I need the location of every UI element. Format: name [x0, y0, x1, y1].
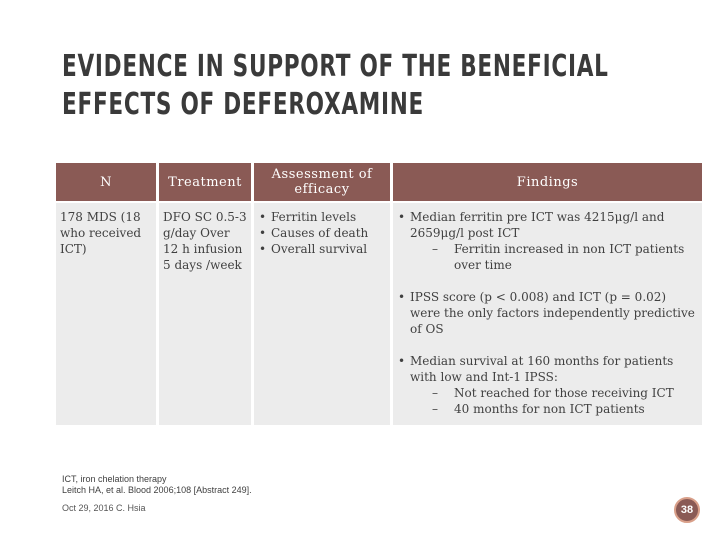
evidence-table [53, 163, 705, 425]
slide-title [62, 48, 609, 124]
assessment-list [258, 209, 386, 257]
list-item [397, 289, 698, 337]
finding-text: Median survival at 160 months for patients with low and Int-1 IPSS: [410, 354, 674, 384]
finding-text: IPSS score (p < 0.008) and ICT (p = 0.02) were the only factors independently predictive of OS [410, 290, 695, 336]
header-assessment: Assessment of efficacy [254, 163, 390, 203]
sub-list-item: – Not reached for those receiving ICT [410, 385, 698, 401]
slide-title-line-2: EFFECTS OF DEFEROXAMINE [62, 87, 425, 122]
cell-n: 178 MDS (18 who received ICT) [56, 203, 156, 425]
header-treatment: Treatment [159, 163, 251, 203]
list-item [397, 353, 698, 417]
sub-list [410, 385, 698, 417]
cell-treatment: DFO SC 0.5-3 g/day Over 12 h infusion 5 days /week [159, 203, 251, 425]
sub-list-item: – 40 months for non ICT patients [410, 401, 698, 417]
list-item: • Overall survival [258, 241, 386, 257]
list-item: • Causes of death [258, 225, 386, 241]
slide-title-line-1: EVIDENCE IN SUPPORT OF THE BENEFICIAL [62, 49, 609, 84]
page-number-badge: 38 [674, 497, 700, 523]
finding-text: Median ferritin pre ICT was 4215μg/l and 2659μg/l post ICT [410, 210, 665, 240]
header-n: N [56, 163, 156, 203]
sub-list-item: – Ferritin increased in non ICT patients over time [410, 241, 698, 273]
cell-assessment [254, 203, 390, 425]
footnote [62, 474, 252, 496]
table-row [56, 203, 702, 425]
footnote-reference: Leitch HA, et al. Blood 2006;108 [Abstract 249]. [62, 485, 252, 495]
header-findings: Findings [393, 163, 702, 203]
footnote-abbreviation: ICT, iron chelation therapy [62, 474, 167, 484]
table-header-row [56, 163, 702, 203]
findings-list [397, 209, 698, 417]
list-item: • Ferritin levels [258, 209, 386, 225]
footer-date-author: Oct 29, 2016 C. Hsia [62, 503, 146, 513]
list-item [397, 209, 698, 273]
cell-findings [393, 203, 702, 425]
sub-list [410, 241, 698, 273]
